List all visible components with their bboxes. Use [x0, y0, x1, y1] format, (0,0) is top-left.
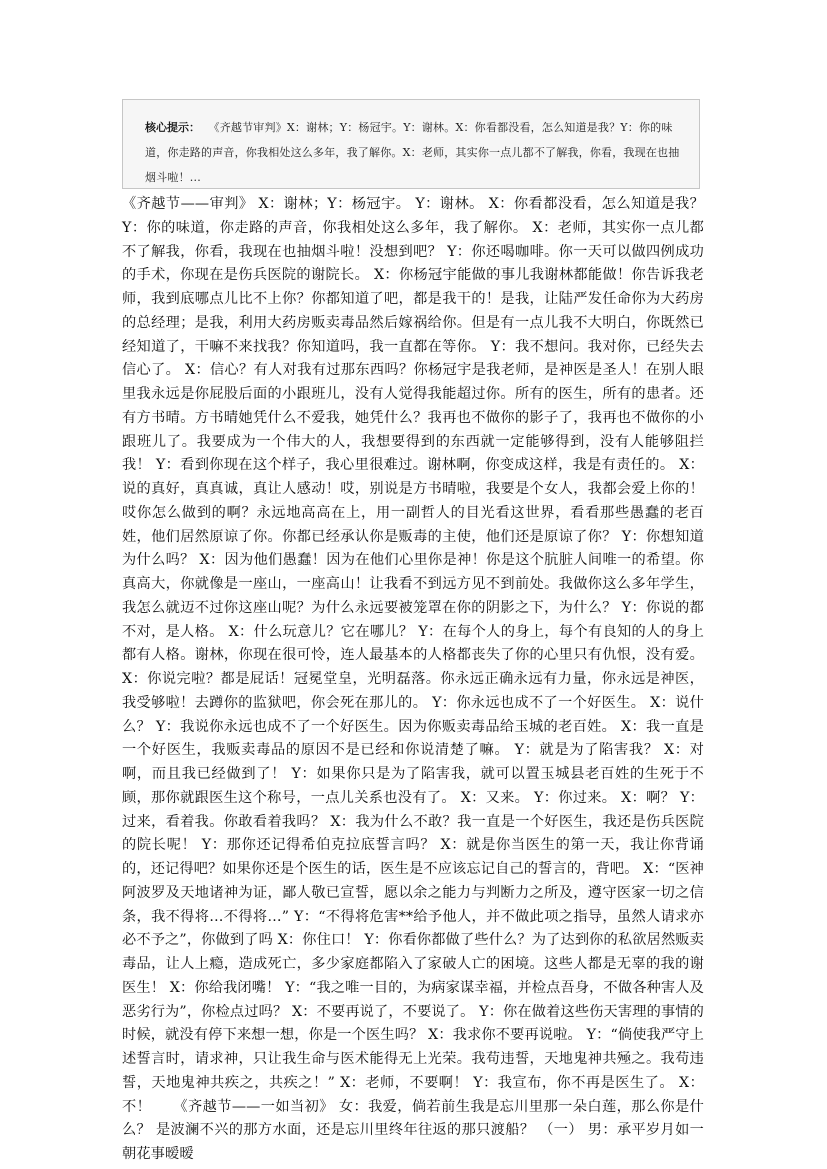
summary-text: 《齐越节审判》X：谢林；Y：杨冠宇。Y：谢林。X：你看都没看，怎么知道是我？Y：你的味道，你走路的声音，你我相处这么多年，我了解你。X：老师，其实你一点儿都不了解我，你看，我现在也抽烟斗啦！... [145, 121, 680, 184]
summary-box [122, 99, 700, 189]
summary-label: 核心提示： [145, 121, 200, 134]
article-body: 《齐越节——审判》 X：谢林；Y：杨冠宇。 Y：谢林。 X：你看都没看，怎么知道是我？ Y：你的味道，你走路的声音，你我相处这么多年，我了解你。 X：老师，其实你一点儿都不了解我，你看，我现在也抽烟斗啦！没想到吧？ Y：你还喝咖啡。你一天可以做四例成功的手术，你现在是伤兵医院的谢院长。 X：你杨冠宇能做的事儿我谢林都能做！你告诉我老师，我到底哪点儿比不上你？你都知道了吧，都是我干的！是我，让陆严发任命你为大药房的总经理；是我，利用大药房贩卖毒品然后嫁祸给你。但是有一点儿我不大明白，你既然已经知道了，干嘛不来找我？你知道吗，我一直都在等你。 Y：我不想问。我对你，已经失去信心了。 X：信心？有人对我有过那东西吗？你杨冠宇是我老师，是神医是圣人！在别人眼里我永远是你屁股后面的小跟班儿，没有人觉得我能超过你。所有的医生，所有的患者。还有方书晴。方书晴她凭什么不爱我，她凭什么？我再也不做你的影子了，我再也不做你的小跟班儿了。我要成为一个伟大的人，我想要得到的东西就一定能够得到，没有人能够阻拦我！ Y：看到你现在这个样子，我心里很难过。谢林啊，你变成这样，我是有责任的。 X：说的真好，真真诚，真让人感动！哎，别说是方书晴啦，我要是个女人，我都会爱上你的！哎你怎么做到的啊？永远地高高在上，用一副哲人的目光看这世界，看看那些愚蠢的老百姓，他们居然原谅了你。你都已经承认你是贩毒的主使，他们还是原谅了你？ Y：你想知道为什么吗？ X：因为他们愚蠢！因为在他们心里你是神！你是这个肮脏人间唯一的希望。你真高大，你就像是一座山，一座高山！让我看不到远方见不到前处。我做你这么多年学生，我怎么就迈不过你这座山呢？为什么永远要被笼罩在你的阴影之下，为什么？ Y：你说的都不对，是人格。 X：什么玩意儿？它在哪儿？ Y：在每个人的身上，每个有良知的人的身上都有人格。谢林，你现在很可怜，连人最基本的人格都丧失了你的心里只有仇恨，没有爱。 X：你说完啦？都是屁话！冠冕堂皇，光明磊落。你永远正确永远有力量，你永远是神医，我受够啦！去蹲你的监狱吧，你会死在那儿的。 Y：你永远也成不了一个好医生。 X：说什么？ Y：我说你永远也成不了一个好医生。因为你贩卖毒品给玉城的老百姓。 X：我一直是一个好医生，我贩卖毒品的原因不是已经和你说清楚了嘛。 Y：就是为了陷害我？ X：对啊，而且我已经做到了！ Y：如果你只是为了陷害我，就可以置玉城县老百姓的生死于不顾，那你就跟医生这个称号，一点儿关系也没有了。 X：又来。 Y：你过来。 X：啊？ Y：过来，看着我。你敢看着我吗？ X：我为什么不敢？我一直是一个好医生，我还是伤兵医院的院长呢！ Y：那你还记得希伯克拉底誓言吗？ X：就是你当医生的第一天，我让你背诵的，还记得吧？如果你还是个医生的话，医生是不应该忘记自己的誓言的，背吧。 X：“医神阿波罗及天地诸神为证，鄙人敬已宣誓，愿以余之能力与判断力之所及，遵守医家一切之信条，我不得将…不得将…” Y：“不得将危害**给予他人，并不做此项之指导，虽然人请求亦必不予之”，你做到了吗 X：你住口！ Y：你看你都做了些什么？为了达到你的私欲居然贩卖毒品，让人上瘾，造成死亡，多少家庭都陷入了家破人亡的困境。这些人都是无辜的我的谢医生！ X：你给我闭嘴！ Y：“我之唯一目的，为病家谋幸福，并检点吾身，不做各种害人及恶劣行为”，你检点过吗？ X：不要再说了，不要说了。 Y：你在做着这些伤天害理的事情的时候，就没有停下来想一想，你是一个医生吗？ X：我求你不要再说啦。 Y：“倘使我严守上述誓言时，请求神，只让我生命与医术能得无上光荣。我苟违誓，天地鬼神共殛之。我苟违誓，天地鬼神共疾之，共疾之！” X：老师，不要啊！ Y：我宣布，你不再是医生了。 X：不！ 《齐越节——一如当初》 女：我爱，倘若前生我是忘川里那一朵白莲，那么你是什么？ 是波澜不兴的那方水面，还是忘川里终年往返的那只渡船？ （一） 男：承平岁月如一朝花事暧暧 [122, 196, 704, 1162]
